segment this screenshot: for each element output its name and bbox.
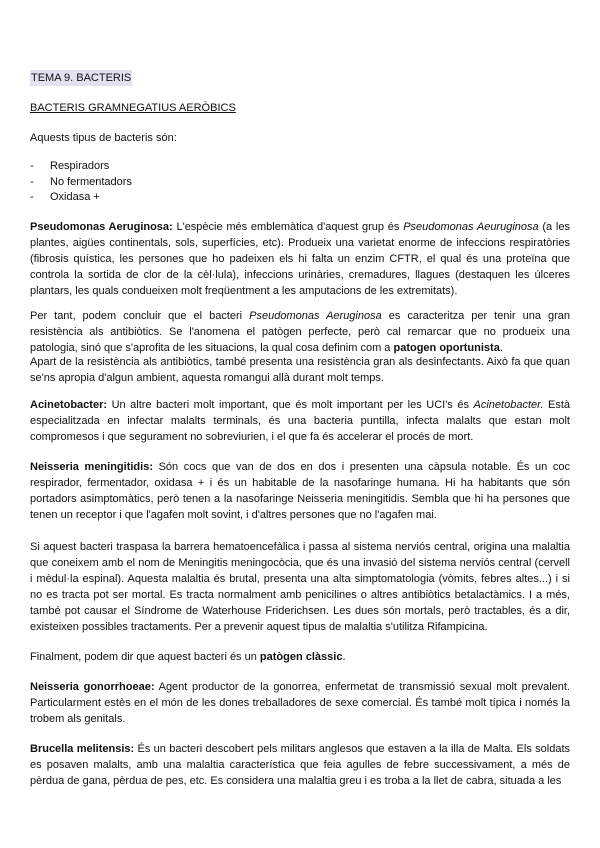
text-run: Per tant, podem concluir que el bacteri — [30, 310, 250, 322]
text-run: resistència als antibiòtics. Se l'anomena el patògen perfecte, però cal remarcar que no produeix una — [30, 326, 570, 338]
text-line — [30, 603, 570, 619]
text-line — [30, 695, 570, 711]
text-line — [30, 571, 570, 587]
text-run: pèrdua de gana, pèrdua de pes, etc. Es considera una malaltia greu i es troba a la llet de cabra, situada a les — [30, 775, 562, 787]
text-line — [30, 619, 570, 635]
bold-term: Brucella melitensis: — [30, 743, 135, 755]
text-run: compromesos i que segurament no sobreviurien, i el que fa és accelerar el procés de mort. — [30, 431, 474, 443]
text-run: i mèdul·la espinal). Aquesta malaltia és brutal, presenta una alta simptomatologia (vòmits, febres altes...) i si — [30, 573, 570, 585]
list-bullet: - — [30, 191, 34, 203]
bold-term: Acinetobacter: — [30, 399, 108, 411]
text-line — [30, 555, 570, 571]
italic-term: Acinetobacter. — [473, 399, 544, 411]
paragraph — [30, 219, 570, 299]
list-item — [30, 159, 570, 175]
bold-term: patògen clàssic — [259, 651, 343, 663]
text-line — [30, 308, 570, 324]
text-line — [30, 587, 570, 603]
text-line — [30, 219, 570, 235]
text-run: L'espècie més emblemàtica d'aquest grup és — [172, 221, 404, 233]
bold-term: patogen oportunista — [393, 342, 500, 354]
text-run: (a les — [538, 221, 570, 233]
text-line — [30, 757, 570, 773]
text-run: Són cocs que van de dos en dos i presenten una càpsula notable. És un coc — [152, 461, 570, 473]
list-item-text: Respiradors — [50, 160, 110, 172]
text-line — [30, 283, 570, 299]
property-list — [30, 159, 570, 206]
text-run: existeixen possibles tractaments. Per a prevenir aquest tipus de malaltia s'utilitza Rifampicina. — [30, 621, 488, 633]
text-run: plantes, aigües continentals, sols, superfícies, etc). Produeix una varietat enorme de infeccions respiratòries — [30, 237, 570, 249]
bold-term: Pseudomonas Aeruginosa: — [30, 221, 173, 233]
text-run: es posaven malalts, amb una malaltia característica que feia agulles de febre successivament, a més de — [30, 759, 570, 771]
list-item — [30, 175, 570, 191]
paragraph — [30, 741, 570, 789]
paragraph — [30, 539, 570, 635]
text-line — [30, 475, 570, 491]
text-line — [30, 235, 570, 251]
bold-term: Neisseria gonorrhoeae: — [30, 681, 155, 693]
text-line — [30, 711, 570, 727]
text-run: no es tracta pot ser mortal. Es tracta normalment amb penicilines o altres antibiòtics betalactàmics. I a més, — [30, 589, 570, 601]
text-run: Està — [543, 399, 570, 411]
list-bullet: - — [30, 160, 34, 172]
text-line — [30, 649, 570, 665]
text-run: tenen un receptor i que l'agafen molt sovint, i d'altres persones que no l'agafen mai. — [30, 509, 437, 521]
text-run: Particularment estès en el món de les dones treballadores de sexe comercial. És també molt típica i només la — [30, 697, 570, 709]
text-run: plantars, les quals condueixen molt freqüentment a les amputacions de les extremitats). — [30, 285, 458, 297]
text-run: . — [499, 342, 503, 354]
bold-term: Neisseria meningitidis: — [30, 461, 153, 473]
text-run: Si aquest bacteri traspasa la barrera hematoencefàlica i passa al sistema nerviós central, origina una malaltia — [30, 541, 570, 553]
text-line — [30, 397, 570, 413]
list-item — [30, 190, 570, 206]
text-run: (fibrosis quística, les persones que ho padeixen els hi falta un enzim CFTR, el qual és una proteïna que — [30, 253, 570, 265]
text-line — [30, 370, 570, 386]
list-bullet: - — [30, 175, 34, 188]
text-run: trobem als genitals. — [30, 713, 126, 725]
document-title: TEMA 9. BACTERIS — [31, 72, 132, 84]
text-run: portadors asimptomàtics, però tenen a la nasofaringe Neisseria meningitidis. Sembla que hi ha persones que — [30, 493, 570, 505]
text-line — [30, 539, 570, 555]
text-run: també pot causar el Síndrome de Waterhouse Friderichsen. Les dues són mortals, però tractables, és a dir, — [30, 605, 570, 617]
text-run: Apart de la resistència als antibiòtics, també presenta una resistència gran als desinfectants. Això fa que quan — [30, 356, 570, 368]
text-run: es caracteritza per tenir una gran — [381, 310, 570, 322]
text-line — [30, 741, 570, 757]
text-run: se'ns apropia d'algun ambient, aquesta romangui allà durant molt temps. — [30, 372, 384, 384]
section-heading: BACTERIS GRAMNEGATIUS AERÒBICS — [30, 102, 236, 114]
list-item-text: No fermentadors — [50, 175, 132, 188]
text-run: . — [342, 651, 346, 663]
text-line — [30, 429, 570, 445]
text-run: Un altre bacteri molt important, que és molt important per les UCI's és — [107, 399, 474, 411]
text-line — [30, 324, 570, 340]
paragraph — [30, 459, 570, 523]
italic-term: Pseudomonas Aeuruginosa — [403, 221, 539, 233]
text-line — [30, 491, 570, 507]
text-run: controla la sortida de clor de la cèl·lula), infeccions urinàries, cremadures, llagues (destaquen les úlceres — [30, 269, 570, 281]
paragraph — [30, 354, 570, 386]
paragraph — [30, 679, 570, 727]
paragraph — [30, 308, 570, 356]
intro-text: Aquests tipus de bacteris són: — [30, 132, 177, 144]
text-line — [30, 459, 570, 475]
text-run: patologia, sinó que s'aprofita de les situacions, la qual cosa definim com a — [30, 342, 394, 354]
italic-term: Pseudomonas Aeruginosa — [249, 310, 382, 322]
text-run: És un bacteri descobert pels militars anglesos que estaven a la illa de Malta. Els soldats — [134, 743, 570, 755]
text-line — [30, 413, 570, 429]
text-run: que coneixem amb el nom de Meningitis meningocòcia, que és una invasió del sistema nerviós central (cervell — [30, 557, 570, 569]
text-line — [30, 507, 570, 523]
text-line — [30, 354, 570, 370]
text-line — [30, 267, 570, 283]
text-line — [30, 251, 570, 267]
text-run: Finalment, podem dir que aquest bacteri és un — [30, 651, 260, 663]
list-item-text: Oxidasa + — [50, 191, 100, 203]
text-line — [30, 679, 570, 695]
paragraph — [30, 649, 570, 665]
text-run: especialitzada en infectar malalts terminals, és una bacteria puntilla, infecta malalts que estan molt — [30, 415, 570, 427]
text-run: Agent productor de la gonorrea, enfermetat de transmissió sexual molt prevalent. — [154, 681, 570, 693]
text-run: respirador, fermentador, oxidasa + i és un habitable de la nasofaringe humana. Hi ha habitants que són — [30, 477, 570, 489]
paragraph — [30, 397, 570, 445]
text-line — [30, 773, 570, 789]
